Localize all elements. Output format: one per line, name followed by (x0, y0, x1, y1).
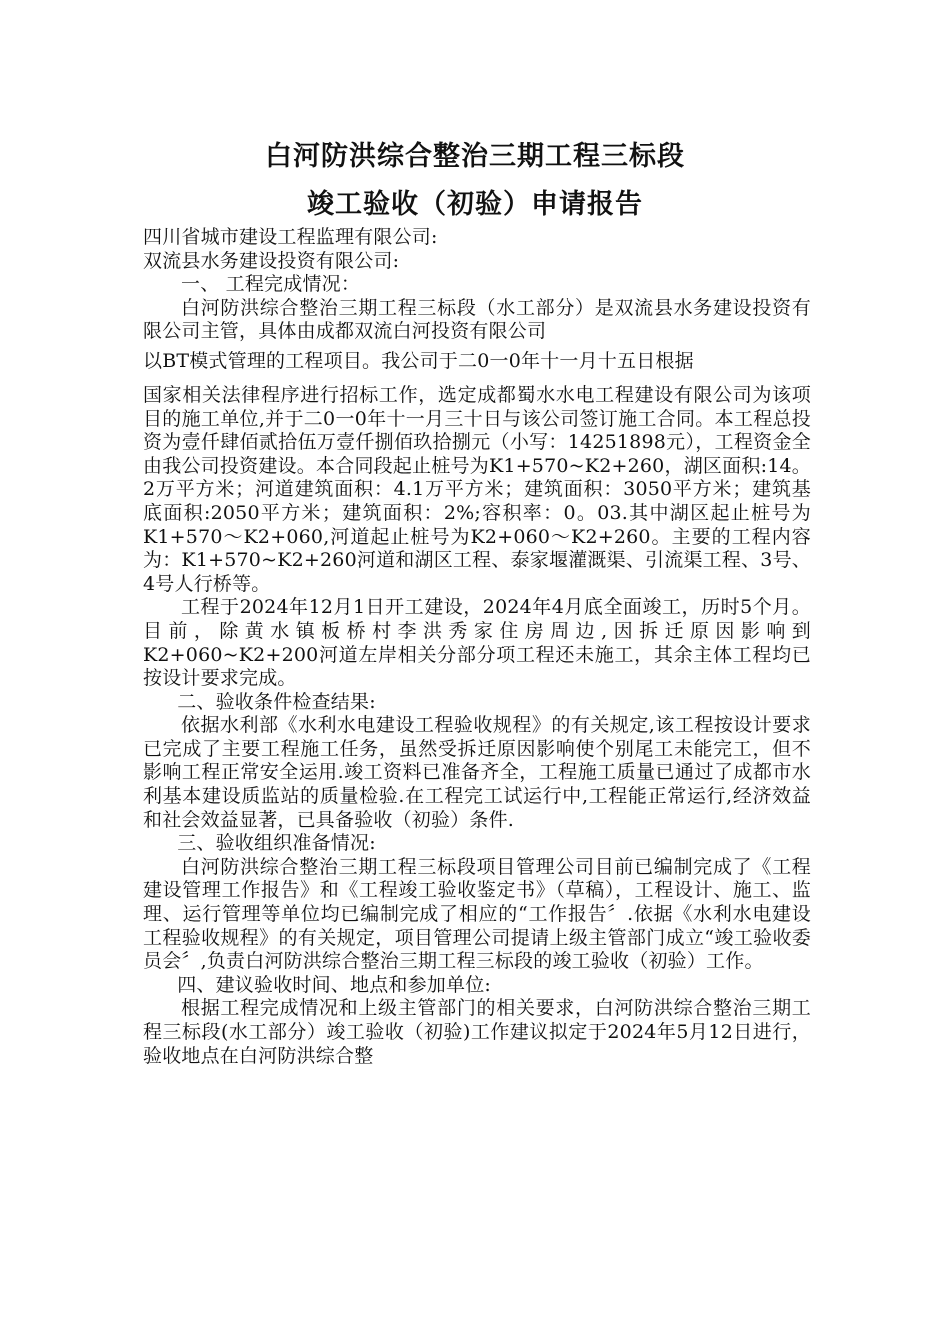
section-2-paragraph-1: 依据水利部《水利水电建设工程验收规程》的有关规定,该工程按设计要求已完成了主要工程施工任务，虽然受拆迁原因影响使个别尾工未能完工，但不影响工程正常安全运用.竣工资料已准备齐全，工程施工质量已通过了成都市水利基本建设质监站的质量检验.在工程完工试运行中,工程能正常运行,经济效益和社会效益显著，已具备验收（初验）条件. (143, 714, 811, 831)
section-3-heading: 三、验收组织准备情况: (177, 832, 376, 855)
section-1-paragraph-2: 工程于2024年12月1日开工建设，2024年4月底全面竣工，历时5个月。目前，除黄水镇板桥村李洪秀家住房周边,因拆迁原因影响到K2+060~K2+200河道左岸相关分部分项工程还未施工，其余主体工程均已按设计要求完成。 (143, 596, 811, 690)
document-title-line-2: 竣工验收（初验）申请报告 (307, 189, 643, 220)
section-1-heading: 一、 工程完成情况： (181, 273, 361, 296)
document-body (143, 226, 811, 1068)
document-title-line-1: 白河防洪综合整治三期工程三标段 (265, 141, 685, 172)
section-1-paragraph-1b: 以BT模式管理的工程项目。我公司于二0一0年十一月十五日根据 (143, 349, 694, 372)
section-2-heading: 二、验收条件检查结果: (177, 690, 376, 713)
recipient-1: 四川省城市建设工程监理有限公司: (143, 226, 438, 248)
section-1-paragraph-1c: 国家相关法律程序进行招标工作，选定成都蜀水水电工程建设有限公司为该项目的施工单位,并于二0一0年十一月三十日与该公司签订施工合同。本工程总投资为壹仟肆佰贰拾伍万壹仟捌佰玖拾捌元（小写：14251898元），工程资金全由我公司投资建设。本合同段起止桩号为K1+570~K2+260，湖区面积:14。2万平方米；河道建筑面积：4.1万平方米；建筑面积：3050平方米；建筑基底面积:2050平方米；建筑面积：2%;容积率：0。03.其中湖区起止桩号为K1+570～K2+060,河道起止桩号为K2+060～K2+260。主要的工程内容为：K1+570~K2+260河道和湖区工程、泰家堰灌溉渠、引流渠工程、3号、4号人行桥等。 (143, 383, 811, 595)
section-4-paragraph-1: 根据工程完成情况和上级主管部门的相关要求，白河防洪综合整治三期工程三标段(水工部分）竣工验收（初验)工作建议拟定于2024年5月12日进行，验收地点在白河防洪综合整 (143, 997, 811, 1067)
recipient-2: 双流县水务建设投资有限公司: (143, 249, 400, 272)
section-3-paragraph-1: 白河防洪综合整治三期工程三标段项目管理公司目前已编制完成了《工程建设管理工作报告》和《工程竣工验收鉴定书》（草稿），工程设计、施工、监理、运行管理等单位均已编制完成了相应的“工作报告〞.依据《水利水电建设工程验收规程》的有关规定，项目管理公司提请上级主管部门成立“竣工验收委员会〞,负责白河防洪综合整治三期工程三标段的竣工验收（初验）工作。 (143, 855, 811, 973)
section-4-heading: 四、建议验收时间、地点和参加单位: (177, 973, 491, 996)
section-1-paragraph-1a: 白河防洪综合整治三期工程三标段（水工部分）是双流县水务建设投资有限公司主管，具体由成都双流白河投资有限公司 (143, 296, 811, 343)
